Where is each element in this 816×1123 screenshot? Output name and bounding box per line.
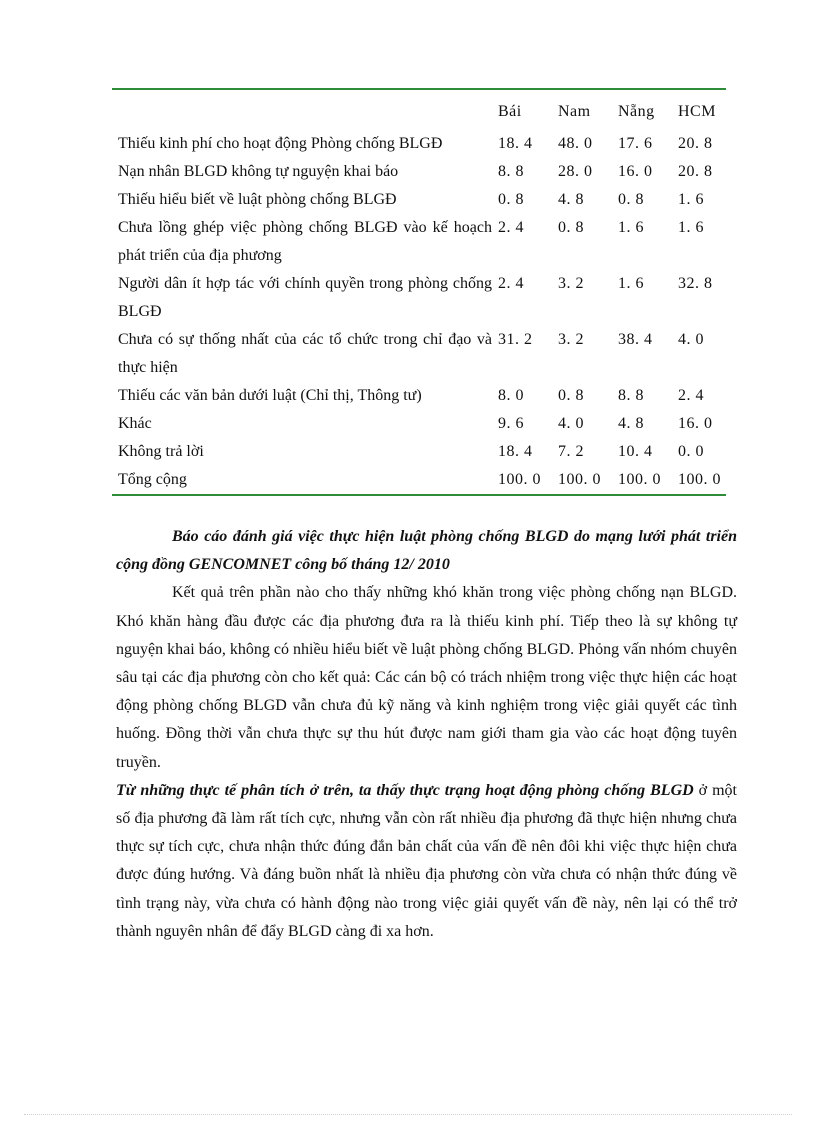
row-value: 4. 8	[618, 415, 644, 432]
row-label: Tổng cộng	[118, 471, 187, 488]
table-row	[112, 186, 732, 214]
row-value: 8. 8	[618, 387, 644, 404]
table-row	[112, 410, 732, 438]
row-value: 2. 4	[498, 219, 524, 236]
row-value: 100. 0	[498, 471, 541, 488]
paragraph-conclusion	[116, 777, 737, 946]
table-row	[112, 438, 732, 466]
row-value: 4. 0	[558, 415, 584, 432]
row-label: Chưa lồng ghép việc phòng chống BLGĐ vào kế hoạch phát triển của địa phương	[118, 219, 492, 264]
row-value: 8. 8	[498, 163, 524, 180]
row-value: 8. 0	[498, 387, 524, 404]
row-value: 100. 0	[558, 471, 601, 488]
row-value: 16. 0	[678, 415, 713, 432]
row-value: 28. 0	[558, 163, 593, 180]
row-value: 10. 4	[618, 443, 653, 460]
row-value: 4. 8	[558, 191, 584, 208]
header-cell-nam: Nam	[558, 103, 591, 120]
row-label: Người dân ít hợp tác với chính quyền trong phòng chống BLGĐ	[118, 275, 492, 320]
row-label: Chưa có sự thống nhất của các tổ chức trong chỉ đạo và thực hiện	[118, 331, 492, 376]
row-label: Nạn nhân BLGD không tự nguyện khai báo	[118, 163, 399, 180]
row-label: Thiếu hiểu biết về luật phòng chống BLGĐ	[118, 191, 397, 208]
row-value: 48. 0	[558, 135, 593, 152]
table-row	[112, 270, 732, 326]
row-value: 0. 8	[558, 219, 584, 236]
row-value: 100. 0	[678, 471, 721, 488]
table-row	[112, 158, 732, 186]
row-value: 0. 0	[678, 443, 704, 460]
row-value: 1. 6	[618, 219, 644, 236]
row-value: 3. 2	[558, 275, 584, 292]
row-value: 20. 8	[678, 135, 713, 152]
row-value: 31. 2	[498, 331, 533, 348]
row-value: 100. 0	[618, 471, 661, 488]
row-value: 3. 2	[558, 331, 584, 348]
table-total-row	[112, 466, 732, 494]
row-value: 16. 0	[618, 163, 653, 180]
row-value: 0. 8	[618, 191, 644, 208]
row-value: 18. 4	[498, 443, 533, 460]
row-value: 2. 4	[498, 275, 524, 292]
table-bottom-rule	[112, 494, 726, 496]
table-caption: Báo cáo đánh giá việc thực hiện luật phòng chống BLGD do mạng lưới phát triển cộng đồng GENCOMNET công bố tháng 12/ 2010	[116, 528, 737, 574]
row-value: 38. 4	[618, 331, 653, 348]
row-value: 1. 6	[618, 275, 644, 292]
row-label: Thiếu các văn bản dưới luật (Chỉ thị, Thông tư)	[118, 387, 422, 404]
row-label: Không trả lời	[118, 443, 204, 460]
row-value: 20. 8	[678, 163, 713, 180]
body-text	[116, 523, 737, 946]
row-value: 1. 6	[678, 219, 704, 236]
row-value: 7. 2	[558, 443, 584, 460]
page-bottom-border	[24, 1114, 792, 1115]
statistics-table	[112, 90, 732, 494]
row-value: 0. 8	[498, 191, 524, 208]
table-row	[112, 382, 732, 410]
row-value: 1. 6	[678, 191, 704, 208]
row-label: Thiếu kinh phí cho hoạt động Phòng chống BLGĐ	[118, 135, 443, 152]
table-row	[112, 326, 732, 382]
table-header-row	[112, 90, 732, 130]
paragraph-conclusion-rest: ở một số địa phương đã làm rất tích cực, nhưng vẫn còn rất nhiều địa phương đã thực hiện nhưng chưa thực sự tích cực, chưa nhận thức đúng đắn bản chất của vấn đề nên đôi khi việc thực hiện chưa được đúng hướng. Và đáng buồn nhất là nhiều địa phương còn vừa chưa có nhận thức đúng về tình trạng này, vừa chưa có hành động nào trong việc giải quyết vấn đề này, nên lại có thể trở thành nguyên nhân để đẩy BLGD càng đi xa hơn.	[116, 781, 737, 940]
paragraph-conclusion-lead: Từ những thực tế phân tích ở trên, ta thấy thực trạng hoạt động phòng chống BLGD	[116, 781, 694, 799]
row-label: Khác	[118, 415, 152, 432]
paragraph-results: Kết quả trên phần nào cho thấy những khó khăn trong việc phòng chống nạn BLGD. Khó khăn hàng đầu được các địa phương đưa ra là thiếu kinh phí. Tiếp theo là sự không tự nguyện khai báo, không có nhiều hiểu biết về luật phòng chống BLGD. Phỏng vấn nhóm chuyên sâu tại các địa phương còn cho kết quả: Các cán bộ có trách nhiệm trong việc thực hiện các hoạt động phòng chống BLGD vẫn chưa đủ kỹ năng và kinh nghiệm trong việc giải quyết các tình huống. Đồng thời vẫn chưa thực sự thu hút được nam giới tham gia vào các hoạt động tuyên truyền.	[116, 584, 737, 771]
row-value: 17. 6	[618, 135, 653, 152]
header-cell-nang: Nẵng	[618, 103, 655, 120]
table-row	[112, 214, 732, 270]
statistics-table-container	[112, 88, 726, 496]
row-value: 18. 4	[498, 135, 533, 152]
header-cell-hcm: HCM	[678, 103, 716, 120]
row-value: 9. 6	[498, 415, 524, 432]
table-row	[112, 130, 732, 158]
row-value: 2. 4	[678, 387, 704, 404]
row-value: 0. 8	[558, 387, 584, 404]
row-value: 4. 0	[678, 331, 704, 348]
header-cell-label	[112, 90, 498, 130]
header-cell-bai: Bái	[498, 103, 522, 120]
row-value: 32. 8	[678, 275, 713, 292]
